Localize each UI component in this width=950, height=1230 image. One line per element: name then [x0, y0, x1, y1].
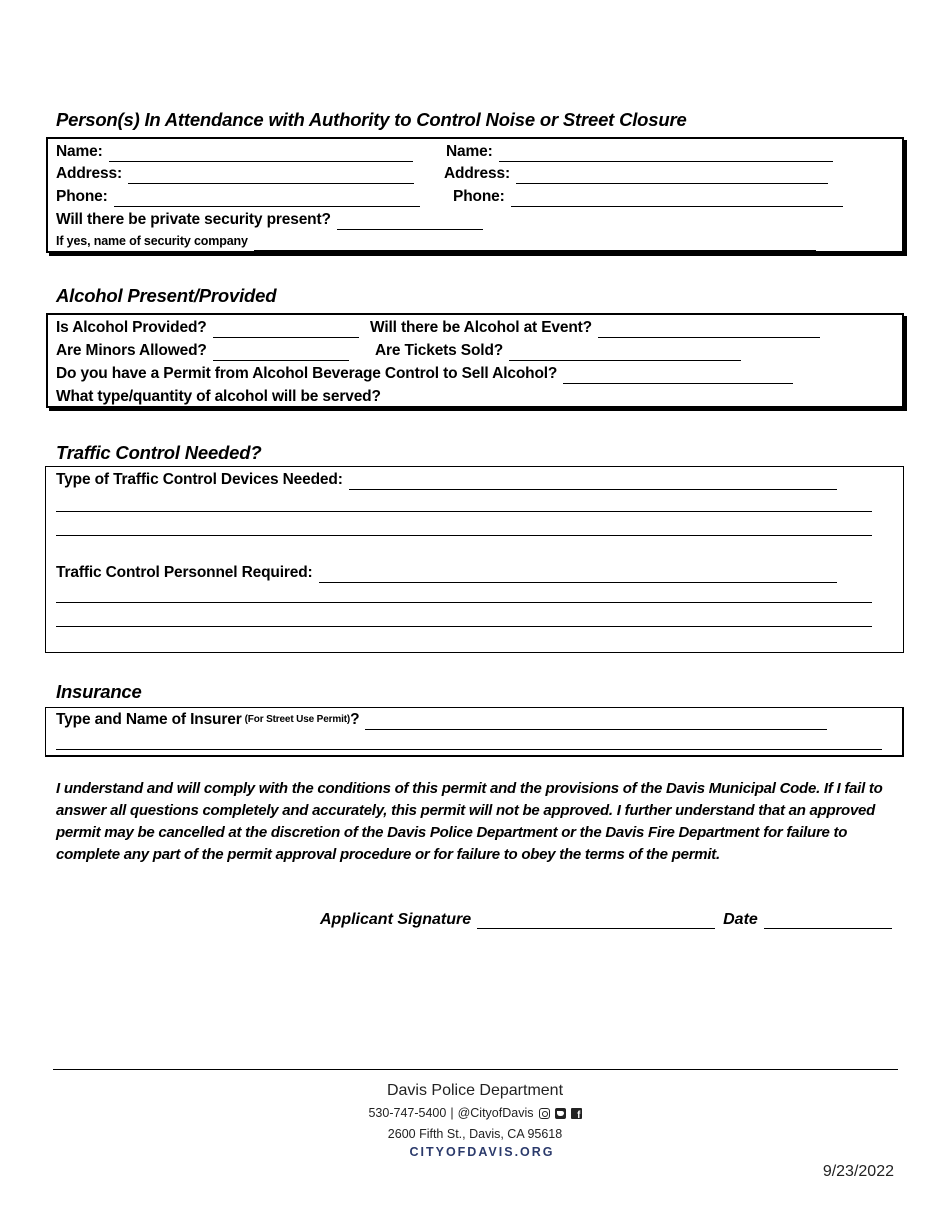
- traffic-box: [45, 466, 904, 653]
- alcohol-type-row: [56, 387, 849, 407]
- footer-address: 2600 Fifth St., Davis, CA 95618: [387, 1127, 563, 1141]
- contact1-name-row: [56, 142, 413, 162]
- contact2-address-row: [444, 164, 828, 184]
- traffic-personnel-row: [56, 563, 837, 583]
- alcohol-type-label: What type/quantity of alcohol will be served?: [56, 388, 381, 405]
- traffic-personnel-label: Traffic Control Personnel Required:: [56, 564, 313, 581]
- footer-contact: [0, 1106, 950, 1120]
- traffic-personnel-line-2[interactable]: [56, 588, 872, 603]
- contact1-address-field[interactable]: [128, 169, 414, 184]
- contact1-phone-label: Phone:: [56, 188, 108, 205]
- traffic-devices-field[interactable]: [349, 475, 837, 490]
- section-title-insurance: Insurance: [56, 681, 142, 702]
- insurer-note: (For Street Use Permit): [244, 714, 351, 725]
- signature-row: [320, 911, 892, 929]
- traffic-personnel-line-3[interactable]: [56, 612, 872, 627]
- abc-permit-row: [56, 364, 793, 384]
- document-date: 9/23/2022: [822, 1163, 894, 1180]
- abc-permit-label: Do you have a Permit from Alcohol Beverage Control to Sell Alcohol?: [56, 365, 558, 382]
- contact2-name-label: Name:: [446, 143, 493, 160]
- insurer-line-2[interactable]: [56, 735, 882, 750]
- traffic-devices-row: [56, 470, 837, 490]
- contact1-phone-row: [56, 187, 420, 207]
- alcohol-box: [46, 313, 904, 408]
- applicant-signature-label: Applicant Signature: [320, 911, 472, 928]
- alcohol-at-event-label: Will there be Alcohol at Event?: [370, 319, 592, 336]
- applicant-signature-field[interactable]: [477, 914, 715, 929]
- contact2-phone-label: Phone:: [453, 188, 505, 205]
- attendance-box: [46, 137, 904, 253]
- alcohol-provided-field[interactable]: [213, 323, 359, 338]
- contact1-name-label: Name:: [56, 143, 103, 160]
- footer-handle: @CityofDavis: [457, 1106, 534, 1120]
- twitter-icon[interactable]: [555, 1108, 566, 1119]
- minors-label: Are Minors Allowed?: [56, 342, 207, 359]
- tickets-row: [375, 341, 741, 361]
- contact1-name-field[interactable]: [109, 147, 413, 162]
- date-field[interactable]: [764, 914, 892, 929]
- contact1-address-label: Address:: [56, 165, 122, 182]
- abc-permit-field[interactable]: [563, 369, 793, 384]
- contact1-phone-field[interactable]: [114, 192, 420, 207]
- security-field[interactable]: [337, 215, 483, 230]
- contact2-name-field[interactable]: [499, 147, 833, 162]
- contact2-name-row: [446, 142, 833, 162]
- footer-department: Davis Police Department: [386, 1082, 564, 1099]
- insurance-box: [45, 707, 904, 757]
- contact2-address-label: Address:: [444, 165, 510, 182]
- tickets-field[interactable]: [509, 346, 741, 361]
- date-label: Date: [723, 911, 758, 928]
- contact1-address-row: [56, 164, 414, 184]
- section-title-attendance: Person(s) In Attendance with Authority to Control Noise or Street Closure: [56, 109, 687, 130]
- traffic-devices-line-2[interactable]: [56, 497, 872, 512]
- insurer-field[interactable]: [365, 715, 827, 730]
- insurer-row: [56, 710, 827, 730]
- facebook-icon[interactable]: [571, 1108, 582, 1119]
- contact2-phone-row: [453, 187, 843, 207]
- footer-website-link[interactable]: CITYOFDAVIS.ORG: [409, 1145, 555, 1159]
- alcohol-type-field[interactable]: [387, 392, 849, 407]
- section-title-alcohol: Alcohol Present/Provided: [56, 285, 277, 306]
- security-label: Will there be private security present?: [56, 211, 331, 228]
- section-title-traffic: Traffic Control Needed?: [56, 442, 262, 463]
- insurer-question-mark: ?: [350, 711, 360, 728]
- footer-phone: 530-747-5400: [368, 1106, 447, 1120]
- contact2-address-field[interactable]: [516, 169, 828, 184]
- security-company-label: If yes, name of security company: [56, 234, 248, 248]
- minors-field[interactable]: [213, 346, 349, 361]
- footer-divider: [53, 1069, 898, 1070]
- compliance-statement: I understand and will comply with the conditions of this permit and the provisions of the Davis Municipal Code. If I fail to answer all questions completely and accurately, this permit will not be approved. I further understand that an approved permit may be cancelled at the discretion of the Davis Police Department or the Davis Fire Department for failure to complete any part of the permit approval procedure or for failure to obey the terms of the permit.: [56, 780, 883, 863]
- traffic-devices-line-3[interactable]: [56, 521, 872, 536]
- alcohol-at-event-field[interactable]: [598, 323, 820, 338]
- alcohol-provided-label: Is Alcohol Provided?: [56, 319, 207, 336]
- instagram-icon[interactable]: [539, 1108, 550, 1119]
- security-company-row: [56, 231, 816, 251]
- alcohol-provided-row: [56, 318, 359, 338]
- traffic-personnel-field[interactable]: [319, 568, 837, 583]
- contact2-phone-field[interactable]: [511, 192, 843, 207]
- tickets-label: Are Tickets Sold?: [375, 342, 504, 359]
- footer-separator: |: [450, 1106, 454, 1120]
- alcohol-at-event-row: [370, 318, 820, 338]
- minors-row: [56, 341, 349, 361]
- insurer-label: Type and Name of Insurer: [56, 711, 242, 728]
- security-row: [56, 210, 483, 230]
- traffic-devices-label: Type of Traffic Control Devices Needed:: [56, 471, 343, 488]
- security-company-field[interactable]: [254, 239, 816, 251]
